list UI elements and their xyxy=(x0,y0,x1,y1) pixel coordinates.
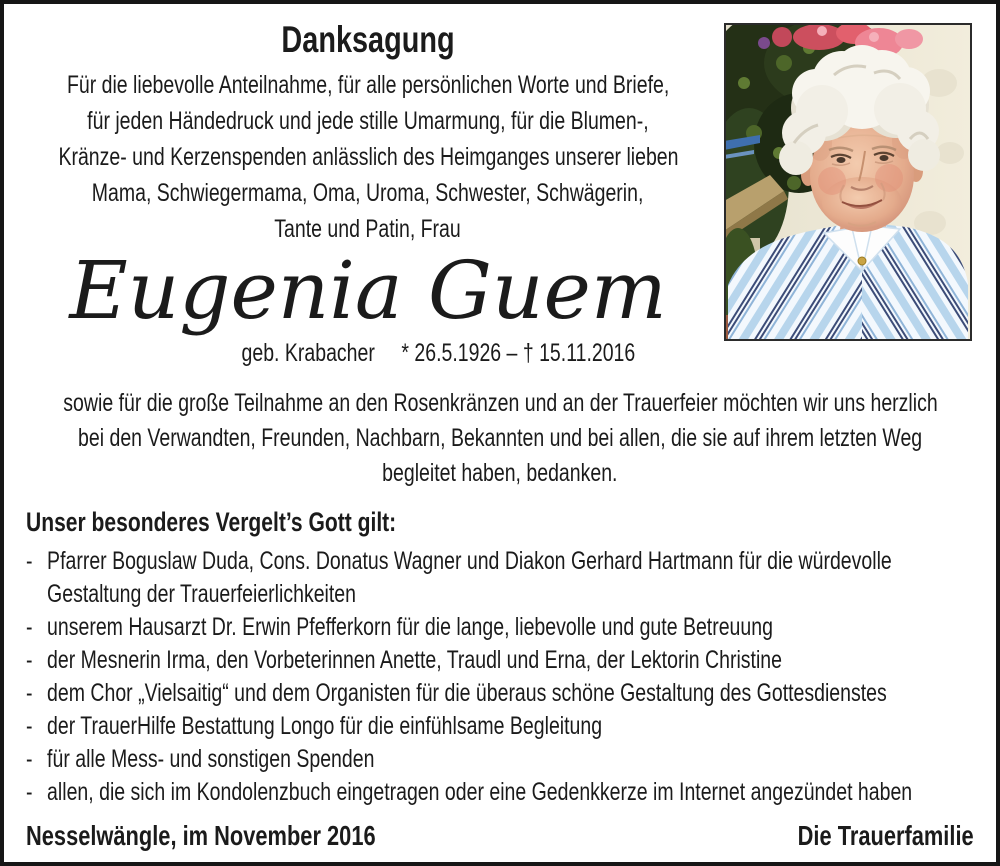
footer-signature: Die Trauerfamilie xyxy=(797,820,974,851)
intro-line: Kränze- und Kerzenspenden anlässlich des Heimganges unserer lieben xyxy=(57,143,679,171)
list-item-continuation xyxy=(26,578,783,611)
deceased-name: Eugenia Guem xyxy=(69,244,667,337)
list-item-text: dem Chor „Vielsaitig“ und dem Organisten für die überaus schöne Gestaltung des Gottesdienstes xyxy=(47,679,887,707)
list-item-text: für alle Mess- und sonstigen Spenden xyxy=(47,745,375,773)
intro-line: für jeden Händedruck und jede stille Umarmung, für die Blumen-, xyxy=(87,107,649,135)
list-item-text: Pfarrer Boguslaw Duda, Cons. Donatus Wagner und Diakon Gerhard Hartmann für die würdevolle xyxy=(47,547,892,575)
acknowledgements-heading: Unser besonderes Vergelt’s Gott gilt: xyxy=(26,507,397,537)
birth-death-dates: * 26.5.1926 – † 15.11.2016 xyxy=(400,339,635,367)
dash-bullet: - xyxy=(26,778,33,806)
portrait-photo xyxy=(724,23,972,341)
page-title: Danksagung xyxy=(281,19,455,60)
list-item xyxy=(26,677,887,710)
thanks-line: sowie für die große Teilnahme an den Rosenkränzen und an der Trauerfeier möchten wir uns herzlich xyxy=(62,389,938,417)
list-item xyxy=(26,545,892,578)
maiden-name: geb. Krabacher xyxy=(241,339,375,367)
dash-bullet: - xyxy=(26,646,33,674)
thanks-line: bei den Verwandten, Freunden, Nachbarn, Bekannten und bei allen, die sie auf ihrem letzten Weg xyxy=(77,424,923,452)
intro-line: Tante und Patin, Frau xyxy=(274,215,462,243)
list-item-text: allen, die sich im Kondolenzbuch eingetragen oder eine Gedenkkerze im Internet angezündet haben xyxy=(47,778,913,806)
list-item xyxy=(26,611,783,644)
dash-bullet: - xyxy=(26,547,33,575)
header-column xyxy=(18,18,718,369)
list-item-text: der TrauerHilfe Bestattung Longo für die einfühlsame Begleitung xyxy=(47,712,603,740)
list-item xyxy=(26,776,913,809)
acknowledgements-list xyxy=(26,545,996,809)
dash-bullet: - xyxy=(26,613,33,641)
thanks-paragraph xyxy=(4,386,996,491)
dash-bullet: - xyxy=(26,745,33,773)
list-item xyxy=(26,710,783,743)
dash-bullet: - xyxy=(26,679,33,707)
thanks-line: begleitet haben, bedanken. xyxy=(382,459,618,487)
list-item-text: Gestaltung der Trauerfeierlichkeiten xyxy=(47,580,356,608)
portrait-photo-illustration xyxy=(724,23,972,341)
list-item xyxy=(26,743,783,776)
list-item-text: unserem Hausarzt Dr. Erwin Pfefferkorn für die lange, liebevolle und gute Betreuung xyxy=(47,613,773,641)
intro-line: Für die liebevolle Anteilnahme, für alle persönlichen Worte und Briefe, xyxy=(66,71,670,99)
intro-line: Mama, Schwiegermama, Oma, Uroma, Schwester, Schwägerin, xyxy=(92,179,644,207)
life-dates-line xyxy=(241,337,635,369)
footer-place-date: Nesselwängle, im November 2016 xyxy=(26,820,376,851)
list-item xyxy=(26,644,783,677)
dash-bullet: - xyxy=(26,712,33,740)
list-item-text: der Mesnerin Irma, den Vorbeterinnen Anette, Traudl und Erna, der Lektorin Christine xyxy=(47,646,782,674)
